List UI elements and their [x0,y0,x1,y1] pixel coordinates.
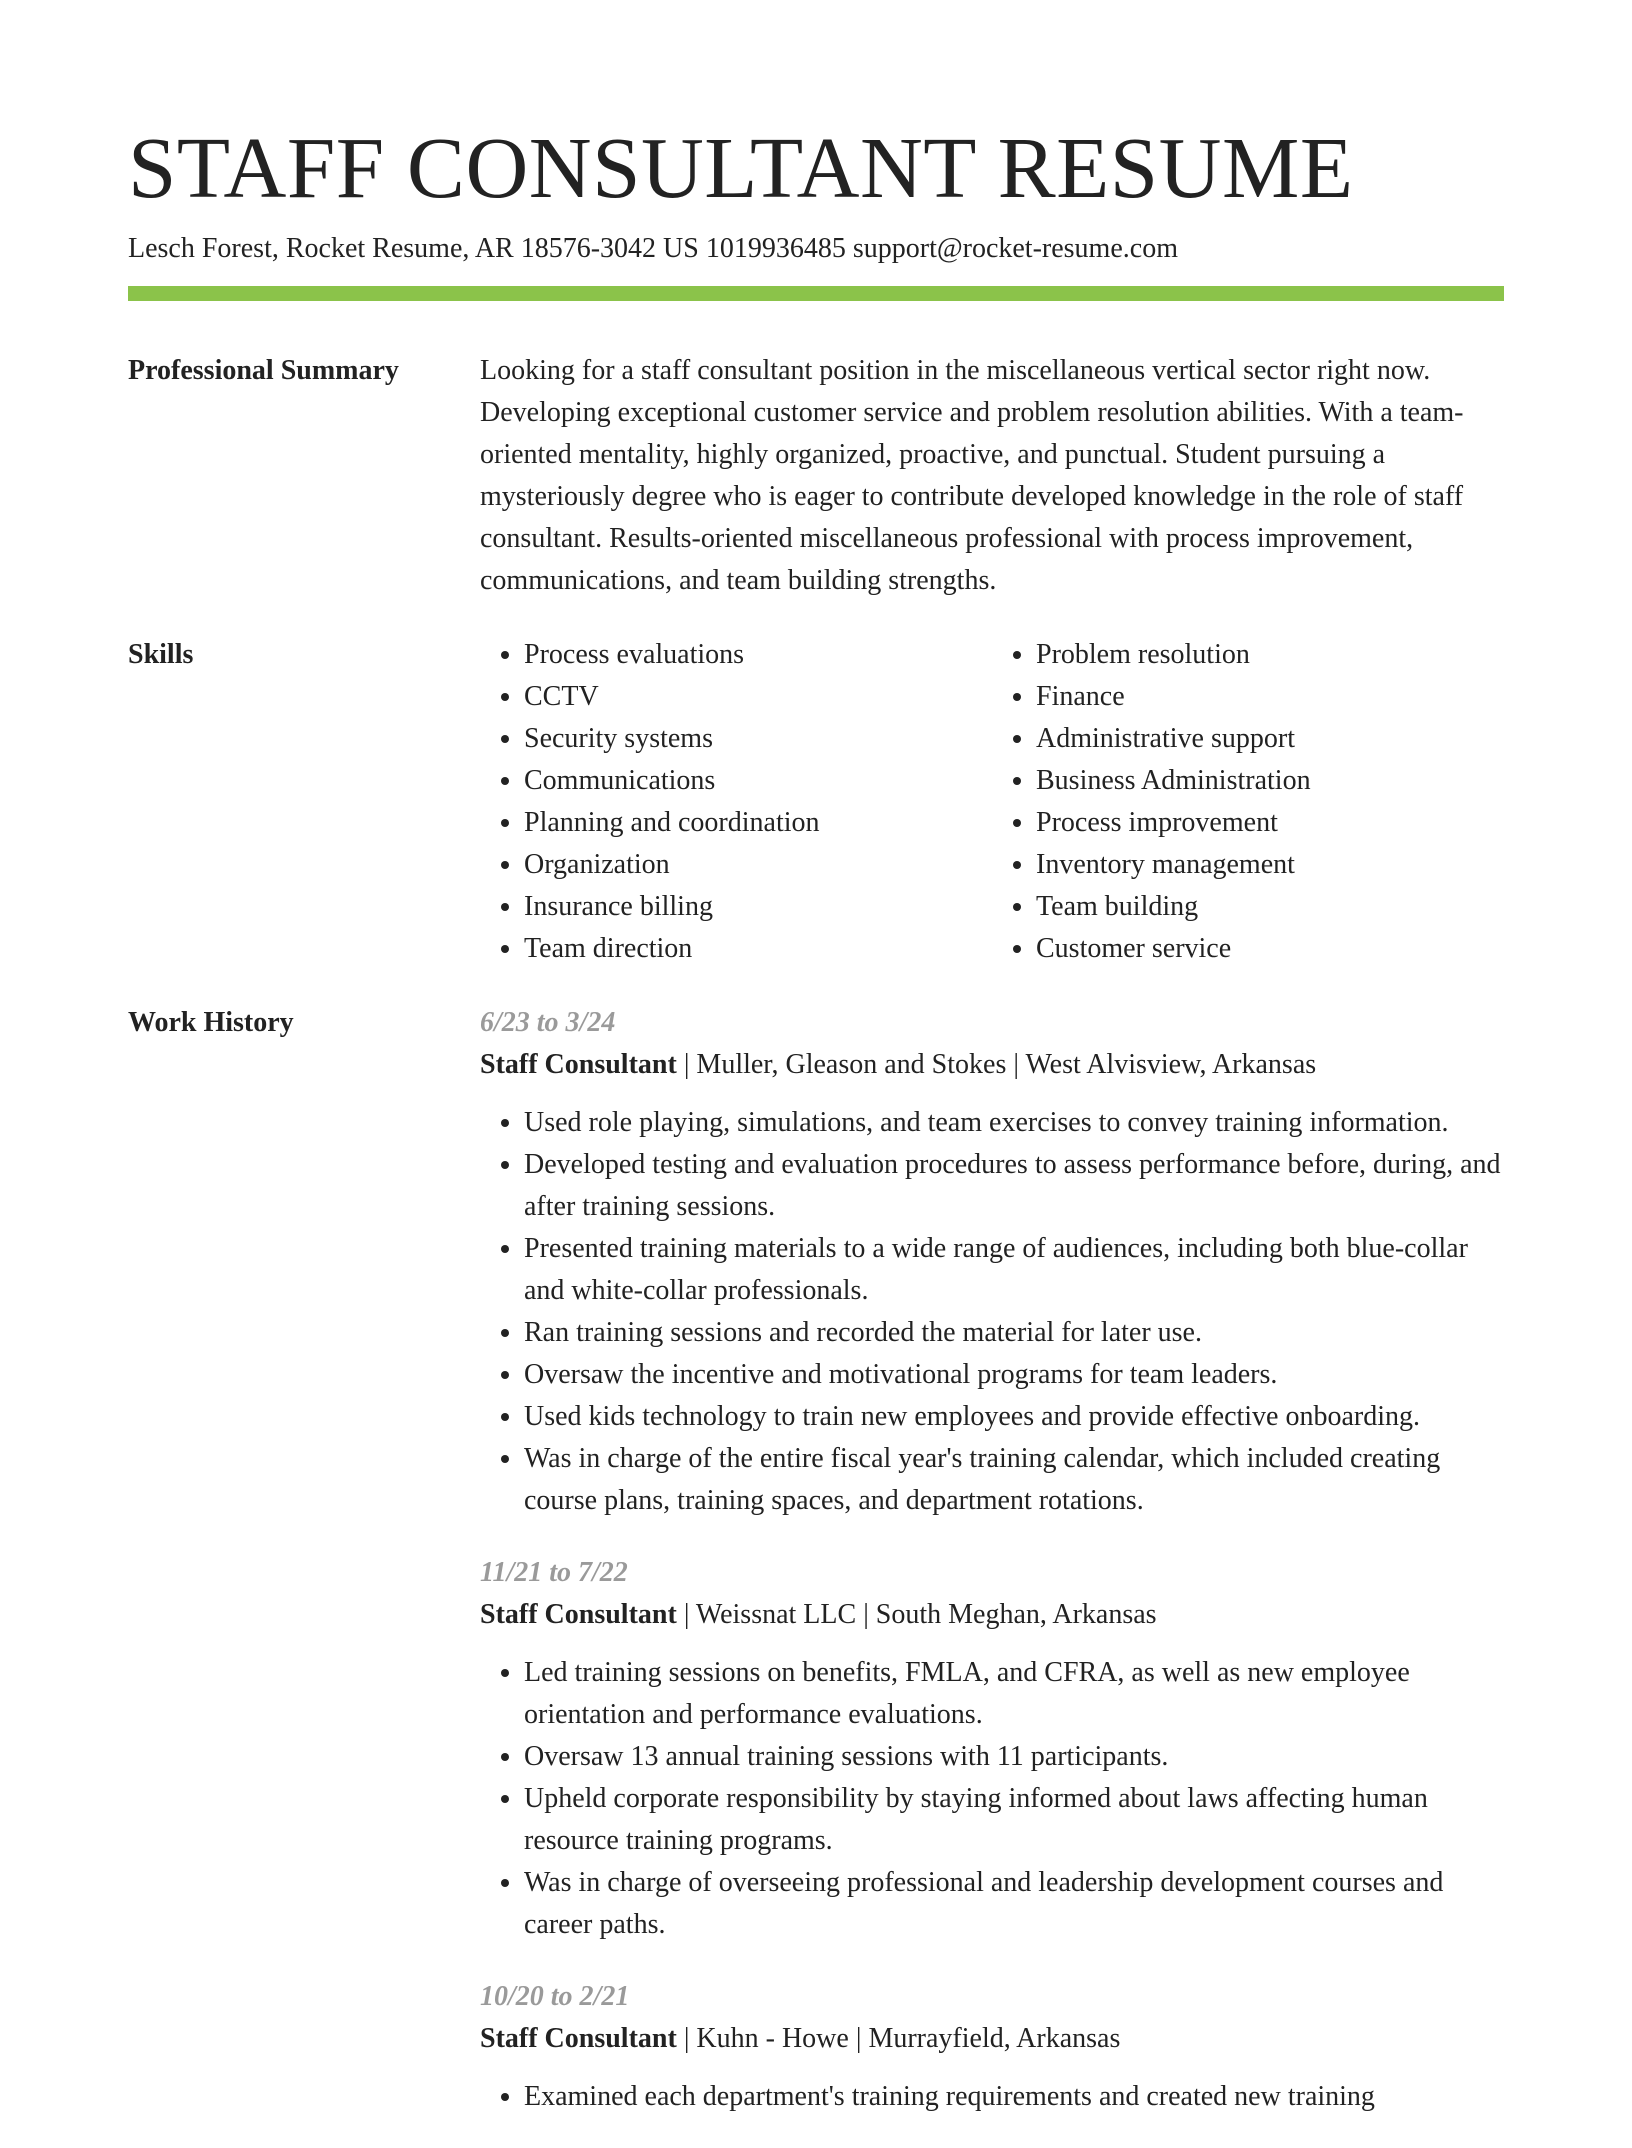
job-employer-location: | Muller, Gleason and Stokes | West Alvisview, Arkansas [676,1049,1317,1080]
skill-item: • Insurance billing [524,886,992,928]
summary-label: Professional Summary [128,355,399,386]
job-dates: 6/23 to 3/24 [480,1007,616,1038]
resume-title: STAFF CONSULTANT RESUME [128,119,1354,216]
skills-columns [480,634,1504,970]
duty-item: • Ran training sessions and recorded the material for later use. [524,1312,1504,1354]
skill-item: • Organization [524,844,992,886]
job-entry [480,1002,1504,1522]
duty-item: • Upheld corporate responsibility by staying informed about laws affecting human resource training programs. [524,1778,1504,1862]
skill-item: • Team direction [524,928,992,970]
job-heading [480,1594,1504,1636]
skill-item: • Planning and coordination [524,802,992,844]
duty-item: • Led training sessions on benefits, FMLA, and CFRA, as well as new employee orientation and performance evaluations. [524,1652,1504,1736]
skill-item: • Problem resolution [1036,634,1504,676]
duty-item: • Oversaw the incentive and motivational programs for team leaders. [524,1354,1504,1396]
skill-item: • Process improvement [1036,802,1504,844]
skill-item: • Security systems [524,718,992,760]
duty-item: • Developed testing and evaluation procedures to assess performance before, during, and after training sessions. [524,1144,1504,1228]
job-heading [480,2018,1504,2060]
skill-item: • Communications [524,760,992,802]
skills-list-right [992,634,1504,970]
skills-body [480,634,1504,970]
job-title: Staff Consultant [480,1599,677,1630]
job-entry [480,1976,1504,2118]
skill-item: • Team building [1036,886,1504,928]
summary-text: Looking for a staff consultant position in the miscellaneous vertical sector right now. Developing exceptional customer service and problem resolution abilities. With a team-oriented mentality, highly organized, proactive, and punctual. Student pursuing a mysteriously degree who is eager to contribute developed knowledge in the role of staff consultant. Results-oriented miscellaneous professional with process improvement, communications, and team building strengths. [480,355,1464,596]
duty-item: • Was in charge of overseeing professional and leadership development courses and career paths. [524,1862,1504,1946]
job-dates: 11/21 to 7/22 [480,1557,628,1588]
duty-item: • Presented training materials to a wide range of audiences, including both blue-collar and white-collar professionals. [524,1228,1504,1312]
job-duties [480,1652,1504,1946]
job-title: Staff Consultant [480,1049,677,1080]
skill-item: • Process evaluations [524,634,992,676]
skill-item: • Inventory management [1036,844,1504,886]
skill-item: • Administrative support [1036,718,1504,760]
skill-item: • CCTV [524,676,992,718]
job-entry [480,1552,1504,1946]
skill-item: • Customer service [1036,928,1504,970]
duty-item: • Oversaw 13 annual training sessions with 11 participants. [524,1736,1504,1778]
work-history-label: Work History [128,1007,294,1038]
accent-divider [128,286,1504,301]
duty-item: • Examined each department's training requirements and created new training [524,2076,1504,2118]
summary-body [480,350,1504,602]
job-employer-location: | Kuhn - Howe | Murrayfield, Arkansas [676,2023,1121,2054]
job-duties [480,1102,1504,1522]
job-employer-location: | Weissnat LLC | South Meghan, Arkansas [676,1599,1157,1630]
duty-item: • Used kids technology to train new employees and provide effective onboarding. [524,1396,1504,1438]
job-title: Staff Consultant [480,2023,677,2054]
job-dates: 10/20 to 2/21 [480,1981,630,2012]
skills-list-left [480,634,992,970]
duty-item: • Used role playing, simulations, and team exercises to convey training information. [524,1102,1504,1144]
job-heading [480,1044,1504,1086]
contact-line: Lesch Forest, Rocket Resume, AR 18576-3042 US 1019936485 support@rocket-resume.com [128,233,1178,264]
skills-label: Skills [128,639,194,670]
work-history-body [480,1002,1504,2148]
duty-item: • Was in charge of the entire fiscal year's training calendar, which included creating course plans, training spaces, and department rotations. [524,1438,1504,1522]
skill-item: • Business Administration [1036,760,1504,802]
skill-item: • Finance [1036,676,1504,718]
